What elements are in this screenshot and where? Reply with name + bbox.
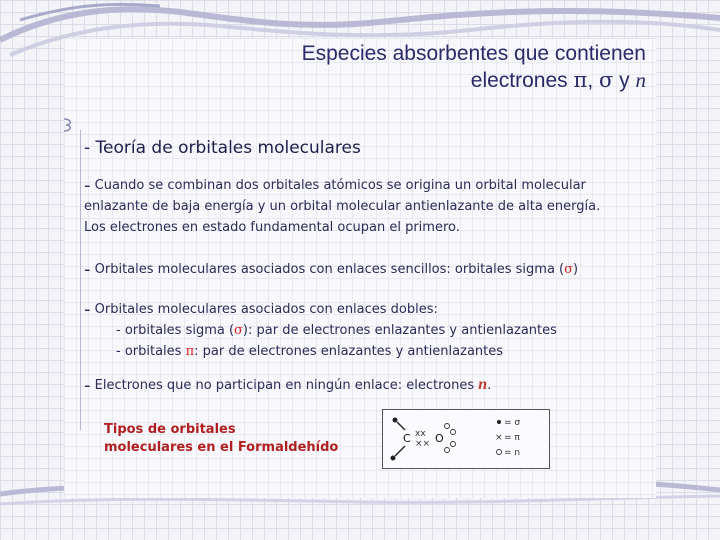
title-sep-1: ,	[587, 69, 599, 92]
item-combine-line-1: Cuando se combinan dos orbitales atómicos se origina un orbital molecular	[94, 178, 586, 193]
section-heading: - Teoría de orbitales moleculares	[84, 138, 361, 158]
item-combine-line-3: Los electrones en estado fundamental ocupan el primero.	[84, 220, 460, 235]
sub-pi-symbol: π	[185, 344, 195, 359]
item-simple-bonds	[84, 259, 578, 280]
sub-sigma-a: - orbitales sigma (	[116, 323, 235, 338]
legend-n-icon	[497, 450, 502, 455]
legend-sigma-icon	[497, 420, 501, 424]
legend-n: = n	[504, 448, 521, 458]
sub-pi-a: - orbitales	[116, 344, 186, 359]
bullet-marker-icon	[62, 117, 74, 133]
diagram-caption	[104, 421, 338, 457]
item-lone-end: .	[487, 378, 492, 393]
title-sigma: σ	[598, 68, 614, 92]
slide-title	[86, 40, 646, 94]
legend-pi-icon: ×	[495, 433, 503, 443]
item-simple-sigma: σ	[564, 262, 574, 277]
item-combine	[84, 175, 600, 238]
pi-marks: ××	[415, 439, 431, 449]
item-lone-pair	[84, 374, 491, 396]
sub-sigma-b: ): par de electrones enlazantes y antienlazantes	[242, 323, 557, 338]
legend-pi: = π	[504, 433, 520, 443]
sub-pi-b: : par de electrones enlazantes y antienlazantes	[194, 344, 504, 359]
title-line-2	[86, 67, 646, 94]
formaldehyde-diagram	[382, 409, 550, 469]
sigma-marks: xx	[415, 429, 426, 439]
item-double-text: Orbitales moleculares asociados con enlaces dobles:	[94, 302, 438, 317]
content-rule	[80, 130, 81, 430]
item-double-sub-pi	[116, 341, 503, 362]
title-n: n	[635, 68, 646, 92]
item-combine-line-2: enlazante de baja energía y un orbital molecular antienlazante de alta energía.	[84, 199, 601, 214]
atom-c: C	[403, 432, 411, 445]
item-double-sub-sigma	[116, 320, 557, 341]
dash-marker: -	[84, 299, 91, 320]
hydrogen-bottom-icon	[391, 456, 396, 461]
slide	[64, 38, 656, 498]
legend-sigma: = σ	[504, 418, 521, 428]
caption-line-1: Tipos de orbitales	[104, 422, 236, 437]
title-sep-2: y	[613, 69, 636, 92]
title-electrones: electrones	[470, 69, 574, 92]
item-lone-n: n	[478, 376, 488, 393]
item-double-bonds	[84, 299, 438, 320]
atom-o: O	[435, 432, 444, 445]
title-pi: π	[573, 68, 588, 92]
item-simple-text: Orbitales moleculares asociados con enlaces sencillos: orbitales sigma (	[94, 262, 565, 277]
dash-marker: -	[84, 175, 91, 196]
sub-sigma-symbol: σ	[234, 323, 243, 338]
dash-marker: -	[84, 259, 91, 280]
item-lone-text: Electrones que no participan en ningún enlace: electrones	[94, 378, 479, 393]
hydrogen-top-icon	[393, 418, 398, 423]
title-line-1: Especies absorbentes que contienen	[301, 42, 646, 65]
formaldehyde-orbitals-figure	[383, 410, 549, 468]
caption-line-2: moleculares en el Formaldehído	[104, 440, 339, 455]
dash-marker: -	[84, 375, 91, 396]
item-simple-close: )	[573, 262, 579, 277]
